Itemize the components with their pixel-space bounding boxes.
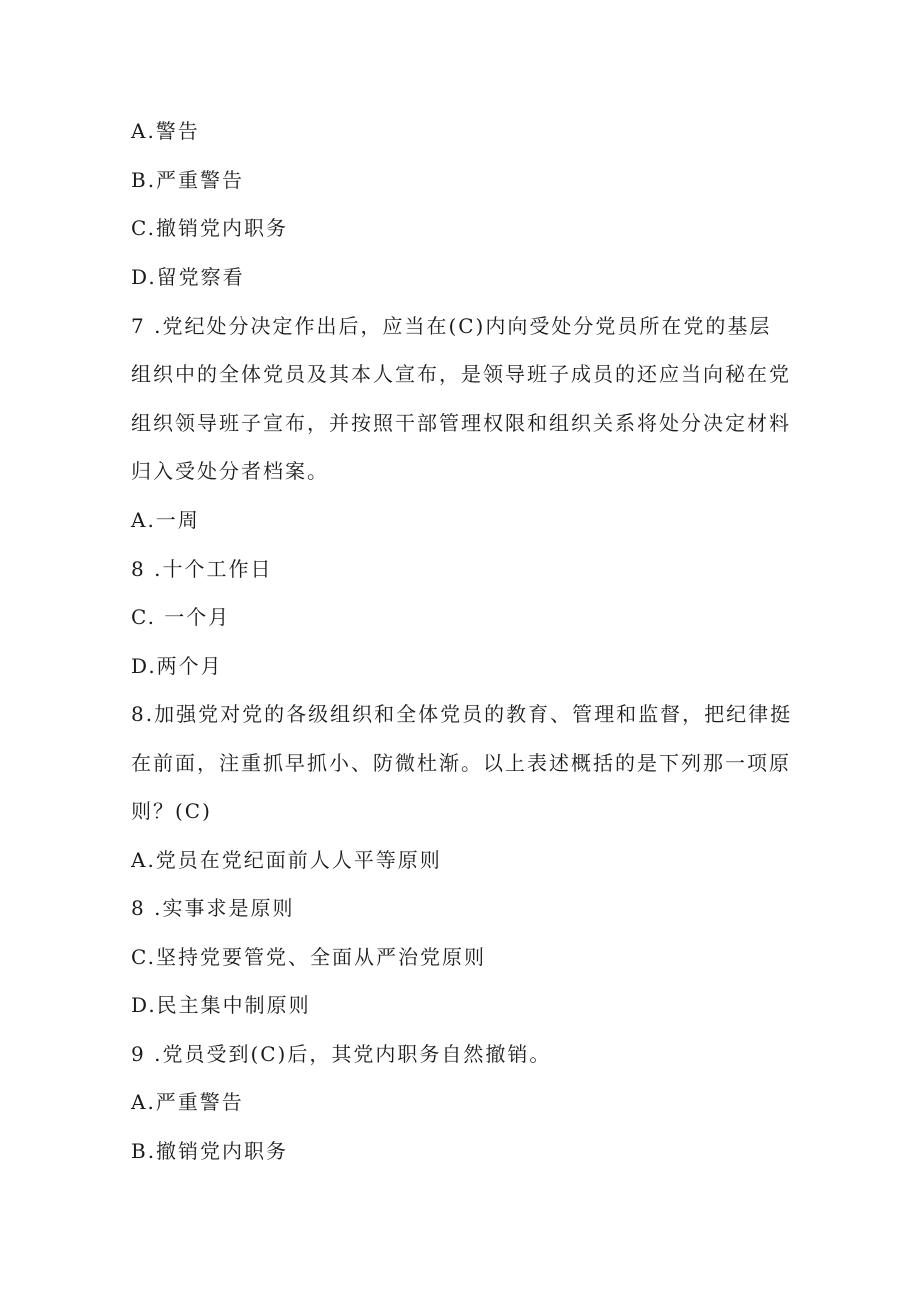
option-8d: D.民主集中制原则 (131, 993, 311, 1017)
option-9b: B.撤销党内职务 (131, 1139, 289, 1163)
option-8a: A.党员在党纪面前人人平等原则 (131, 848, 442, 872)
question-7-line-2: 组织中的全体党员及其本人宣布，是领导班子成员的还应当向秘在党 (131, 362, 791, 386)
question-8-line-3: 则？(C) (131, 799, 212, 823)
option-8b: 8 .实事求是原则 (131, 896, 295, 920)
option-6c: C.撤销党内职务 (131, 216, 288, 240)
question-8-line-2: 在前面，注重抓早抓小、防微杜渐。以上表述概括的是下列那一项原 (131, 751, 791, 775)
question-7-line-4: 归入受处分者档案。 (131, 459, 329, 483)
option-7d: D.两个月 (131, 654, 223, 678)
option-6b: B.严重警告 (131, 168, 245, 192)
option-9a: A.严重警告 (131, 1090, 244, 1114)
option-6a: A.警告 (131, 119, 200, 143)
option-7a: A.一周 (131, 508, 200, 532)
question-7-line-3: 组织领导班子宣布，并按照干部管理权限和组织关系将处分决定材料 (131, 411, 791, 435)
question-8-line-1: 8.加强党对党的各级组织和全体党员的教育、管理和监督，把纪律挺 (131, 702, 793, 726)
option-7b: 8 .十个工作日 (131, 557, 273, 581)
question-7-line-1: 7 .党纪处分决定作出后，应当在(C)内向受处分党员所在党的基层 (131, 314, 772, 338)
option-7c: C. 一个月 (131, 605, 231, 629)
option-8c: C.坚持党要管党、全面从严治党原则 (131, 945, 486, 969)
option-6d: D.留党察看 (131, 265, 245, 289)
question-9: 9 .党员受到(C)后，其党内职务自然撤销。 (131, 1042, 552, 1066)
